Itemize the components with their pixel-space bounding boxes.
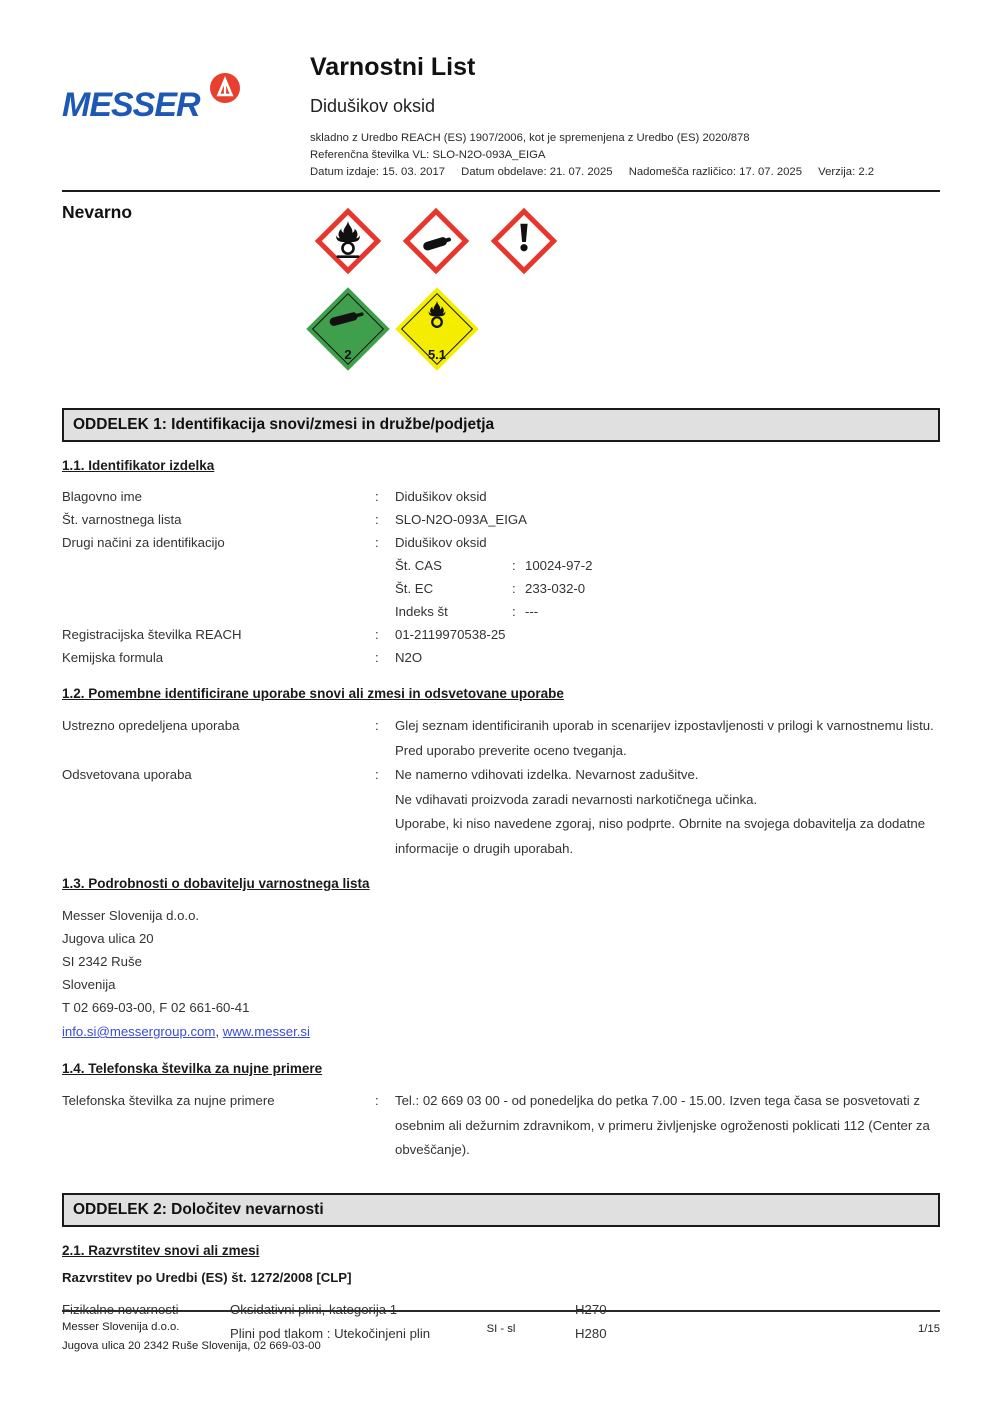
section-2-title: ODDELEK 2: Določitev nevarnosti xyxy=(73,1200,324,1218)
hazard-category: Fizikalne nevarnosti xyxy=(62,1301,179,1317)
uses-fields xyxy=(62,714,940,861)
clp-classification-heading: Razvrstitev po Uredbi (ES) št. 1272/2008 [CLP] xyxy=(62,1269,352,1285)
value-line: Pred uporabo preverite oceno tveganja. xyxy=(395,742,627,758)
regulation-line: skladno z Uredbo REACH (ES) 1907/2006, kot je spremenjena z Uredbo (ES) 2020/878 xyxy=(310,132,750,144)
field-row xyxy=(62,1089,940,1163)
field-row-sub xyxy=(62,577,940,600)
subsection-2-1-title: 2.1. Razvrstitev snovi ali zmesi xyxy=(62,1242,260,1258)
supplier-city: SI 2342 Ruše xyxy=(62,954,142,969)
issue-date: Datum izdaje: 15. 03. 2017 xyxy=(310,166,446,178)
ghs-gas-cylinder-pictogram-icon xyxy=(396,201,476,281)
adr-label-row xyxy=(306,287,564,371)
messer-logo-text: MESSER xyxy=(62,86,200,124)
footer-company-address: Jugova ulica 20 2342 Ruše Slovenija, 02 669-03-00 xyxy=(62,1340,321,1352)
field-value: 233-032-0 xyxy=(525,581,586,596)
ghs-oxidizer-pictogram-icon xyxy=(308,201,388,281)
section-1-header xyxy=(62,408,940,442)
field-label: Št. CAS xyxy=(395,558,442,573)
pictogram-area xyxy=(308,201,564,371)
field-value: 10024-97-2 xyxy=(525,558,593,573)
supersedes-date: Nadomešča različico: 17. 07. 2025 xyxy=(628,166,803,178)
field-separator: : xyxy=(375,489,379,504)
field-value xyxy=(395,1089,940,1163)
field-separator: : xyxy=(375,767,379,782)
field-label: Indeks št xyxy=(395,604,448,619)
field-value: Didušikov oksid xyxy=(395,535,487,550)
field-value: Didušikov oksid xyxy=(395,489,487,504)
gas-cylinder-icon xyxy=(412,217,460,265)
field-separator: : xyxy=(375,512,379,527)
adr-class-2-gas-label-icon xyxy=(306,287,390,371)
supplier-country: Slovenija xyxy=(62,977,116,992)
field-row xyxy=(62,646,940,669)
page-footer xyxy=(62,1310,940,1356)
header-meta xyxy=(310,130,950,181)
hazard-classification: Plini pod tlakom : Utekočinjeni plin xyxy=(230,1325,431,1341)
subsection-1-2-title: 1.2. Pomembne identificirane uporabe snovi ali zmesi in odsvetovane uporabe xyxy=(62,686,564,701)
value-line: Ne namerno vdihovati izdelka. Nevarnost zadušitve. xyxy=(395,767,699,782)
supplier-phone-fax: T 02 669-03-00, F 02 661-60-41 xyxy=(62,1000,250,1015)
field-value xyxy=(395,763,940,861)
field-label: Blagovno ime xyxy=(62,489,142,504)
field-label: Telefonska številka za nujne primere xyxy=(62,1093,275,1108)
supplier-name: Messer Slovenija d.o.o. xyxy=(62,908,200,923)
field-row xyxy=(62,531,940,554)
field-label: Drugi načini za identifikacijo xyxy=(62,535,225,550)
hazard-h-code: H270 xyxy=(575,1301,607,1317)
flame-over-circle-icon xyxy=(324,217,372,265)
field-row xyxy=(62,508,940,531)
field-value xyxy=(395,714,940,763)
field-row xyxy=(62,623,940,646)
field-separator: : xyxy=(375,650,379,665)
field-label: Kemijska formula xyxy=(62,650,164,665)
value-line: Uporabe, ki niso navedene zgoraj, niso podprte. Obrnite na svojega dobavitelja za dodatne informacije o drugih uporabah. xyxy=(395,816,926,856)
subsection-1-4-title: 1.4. Telefonska številka za nujne primere xyxy=(62,1061,323,1076)
signal-word: Nevarno xyxy=(62,202,133,222)
footer-language: SI - sl xyxy=(486,1323,516,1335)
field-label: Št. varnostnega lista xyxy=(62,512,182,527)
supplier-email-link[interactable]: info.si@messergroup.com xyxy=(62,1024,216,1039)
ghs-exclamation-pictogram-icon xyxy=(484,201,564,281)
field-value: N2O xyxy=(395,650,423,665)
subsection-1-1-title: 1.1. Identifikator izdelka xyxy=(62,458,215,473)
emergency-phone-fields xyxy=(62,1089,940,1163)
value-line: Tel.: 02 669 03 00 - od ponedeljka do petka 7.00 - 15.00. Izven tega časa se posvetovati z osebnim ali dežurnim zdravnikom, v primeru življenjske ogroženosti poklicati 112 (Center za obveščanje). xyxy=(395,1093,930,1157)
field-label: Odsvetovana uporaba xyxy=(62,767,192,782)
field-label: Registracijska številka REACH xyxy=(62,627,242,642)
product-name: Didušikov oksid xyxy=(310,96,436,116)
field-separator: : xyxy=(375,1093,379,1108)
header-title-block xyxy=(310,53,950,181)
footer-page-number: 1/15 xyxy=(918,1323,940,1335)
field-separator: : xyxy=(512,558,516,573)
messer-logo xyxy=(62,86,252,125)
field-separator: : xyxy=(375,718,379,733)
field-separator: : xyxy=(375,535,379,550)
supplier-website-link[interactable]: www.messer.si xyxy=(222,1024,310,1039)
field-value: --- xyxy=(525,604,539,619)
link-separator: , xyxy=(215,1024,223,1039)
hazard-classification: Oksidativni plini, kategorija 1 xyxy=(230,1301,398,1317)
identification-fields xyxy=(62,485,940,669)
messer-logo-icon xyxy=(209,72,241,104)
supplier-street: Jugova ulica 20 xyxy=(62,931,154,946)
field-row-sub xyxy=(62,600,940,623)
version: Verzija: 2.2 xyxy=(818,166,875,178)
adr-class-number: 2 xyxy=(344,347,352,362)
document-header xyxy=(62,0,940,192)
value-line: Glej seznam identificiranih uporab in scenarijev izpostavljenosti v prilogi k varnostnemu listu. xyxy=(395,718,934,733)
document-title: Varnostni List xyxy=(310,53,476,81)
supplier-links xyxy=(62,1019,940,1045)
supplier-address-block xyxy=(62,904,940,1045)
section-1-title: ODDELEK 1: Identifikacija snovi/zmesi in družbe/podjetja xyxy=(73,416,495,433)
gas-cylinder-icon xyxy=(326,302,370,332)
field-label: Ustrezno opredeljena uporaba xyxy=(62,718,240,733)
reference-number-line: Referenčna številka VL: SLO-N2O-093A_EIGA xyxy=(310,149,546,161)
hazard-h-code: H280 xyxy=(575,1325,607,1341)
ghs-pictogram-row xyxy=(308,201,564,281)
field-row xyxy=(62,714,940,763)
value-line: Ne vdihavati proizvoda zaradi nevarnosti narkotičnega učinka. xyxy=(395,791,758,807)
field-label: Št. EC xyxy=(395,581,434,596)
field-row-sub xyxy=(62,554,940,577)
field-value: SLO-N2O-093A_EIGA xyxy=(395,512,527,527)
dates-line xyxy=(310,164,950,181)
field-separator: : xyxy=(375,627,379,642)
field-value: 01-2119970538-25 xyxy=(395,627,506,642)
flame-over-circle-icon xyxy=(421,298,453,332)
subsection-1-3-title: 1.3. Podrobnosti o dobavitelju varnostnega lista xyxy=(62,876,370,891)
field-row xyxy=(62,485,940,508)
field-separator: : xyxy=(512,581,516,596)
adr-class-5-1-oxidizer-label-icon xyxy=(395,287,479,371)
hazard-overview xyxy=(62,192,940,408)
revision-date: Datum obdelave: 21. 07. 2025 xyxy=(461,166,613,178)
field-row xyxy=(62,763,940,861)
section-2-header xyxy=(62,1193,940,1227)
field-separator: : xyxy=(512,604,516,619)
adr-class-number: 5.1 xyxy=(427,347,447,362)
exclamation-mark-icon xyxy=(500,217,548,265)
footer-company-name: Messer Slovenija d.o.o. xyxy=(62,1321,180,1333)
